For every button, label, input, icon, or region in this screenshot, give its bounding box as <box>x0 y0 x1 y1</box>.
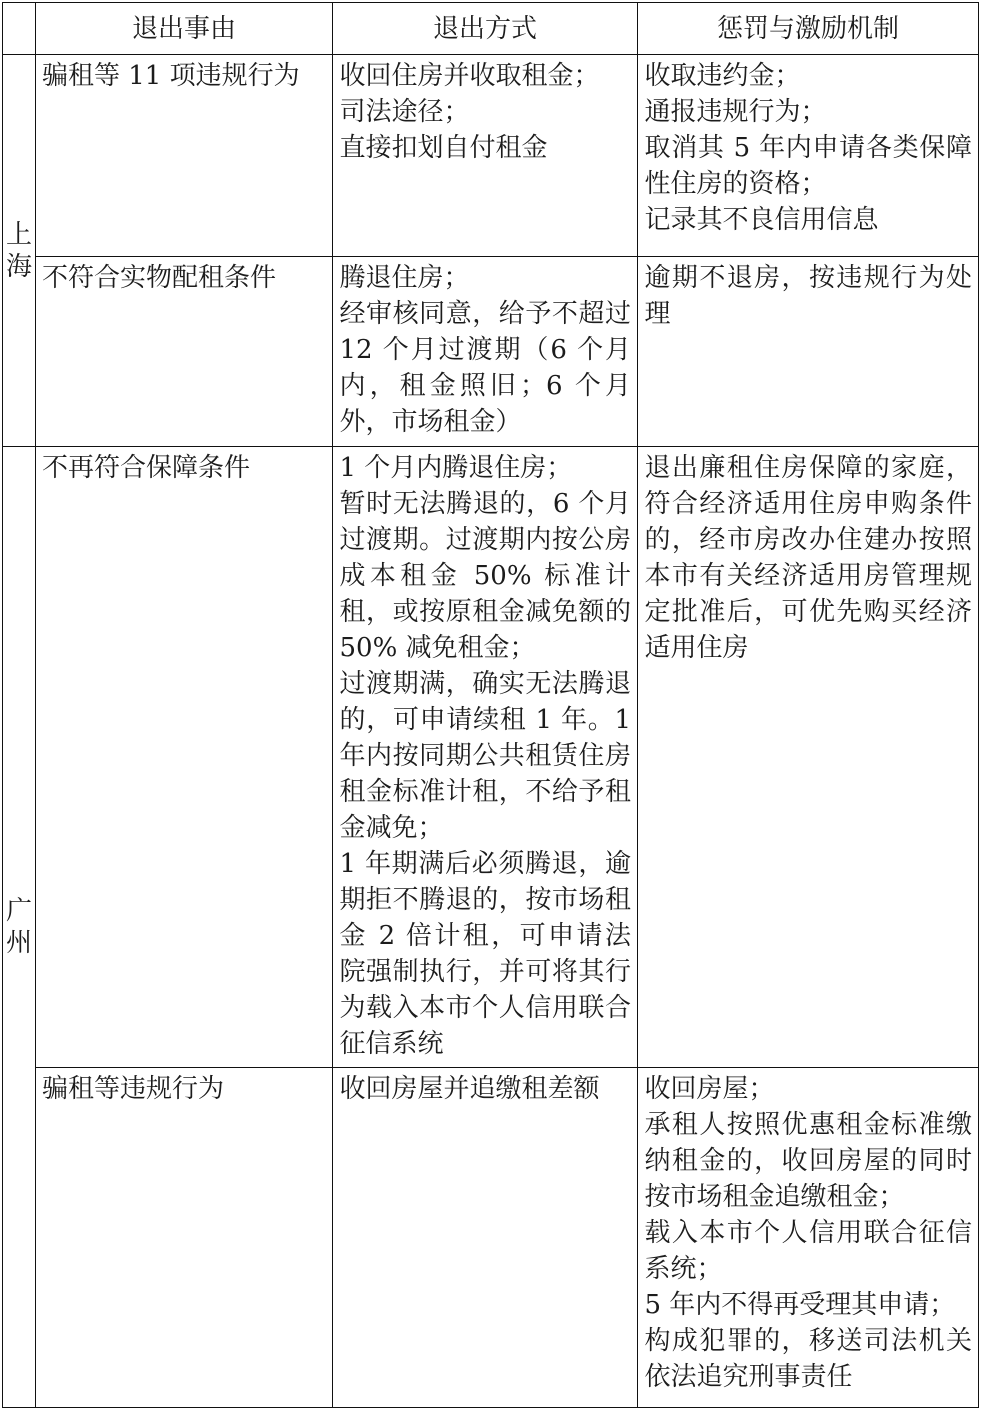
measure-item: 载入本市个人信用联合征信系统； <box>644 1218 972 1284</box>
method-item: 收回住房并收取租金； <box>339 61 600 91</box>
method-item: 收回房屋并追缴租差额 <box>339 1074 600 1104</box>
shanghai-row-1-method <box>333 55 638 257</box>
measure-item: 构成犯罪的，移送司法机关依法追究刑事责任 <box>644 1326 972 1392</box>
guangzhou-row-1-method <box>333 447 638 1068</box>
header-corner-cell <box>3 3 36 55</box>
shanghai-row-2-measures <box>638 257 979 447</box>
header-penalty-incentive <box>638 3 979 55</box>
guangzhou-row-2-reason <box>36 1068 333 1408</box>
method-item: 过渡期满，确实无法腾退的，可申请续租 1 年。1 年内按同期公共租赁住房租金标准计租，不给予租金减免； <box>339 669 631 843</box>
guangzhou-row-2-measures <box>638 1068 979 1408</box>
city-label: 广州 <box>6 896 33 958</box>
measure-item: 取消其 5 年内申请各类保障性住房的资格； <box>644 133 972 199</box>
reason-text: 骗租等违规行为 <box>42 1074 225 1104</box>
shanghai-row-2-reason <box>36 257 333 447</box>
method-item: 直接扣划自付租金 <box>339 133 548 163</box>
header-penalty-incentive-label: 惩罚与激励机制 <box>716 13 899 44</box>
measure-item: 记录其不良信用信息 <box>644 205 879 235</box>
method-item: 暂时无法腾退的，6 个月过渡期。过渡期内按公房成本租金 50% 标准计租，或按原租金减免额的 50% 减免租金； <box>339 489 631 663</box>
guangzhou-row-2-method <box>333 1068 638 1408</box>
method-item: 腾退住房； <box>339 263 470 293</box>
exit-mechanism-table <box>2 2 979 1408</box>
header-exit-method <box>333 3 638 55</box>
shanghai-row-2-method <box>333 257 638 447</box>
method-item: 1 个月内腾退住房； <box>339 453 573 483</box>
method-item: 经审核同意，给予不超过 12 个月过渡期（6 个月内，租金照旧；6 个月外，市场租金） <box>339 299 631 437</box>
city-cell-shanghai <box>3 55 36 447</box>
measure-item: 逾期不退房，按违规行为处理 <box>644 263 972 329</box>
measure-item: 5 年内不得再受理其申请； <box>644 1290 956 1320</box>
reason-text: 不再符合保障条件 <box>42 453 251 483</box>
header-exit-method-label: 退出方式 <box>432 13 537 44</box>
method-item: 1 年期满后必须腾退，逾期拒不腾退的，按市场租金 2 倍计租，可申请法院强制执行，并可将其行为载入本市个人信用联合征信系统 <box>339 849 631 1059</box>
guangzhou-row-1-measures <box>638 447 979 1068</box>
shanghai-row-1-reason <box>36 55 333 257</box>
guangzhou-row-1-reason <box>36 447 333 1068</box>
header-exit-reason <box>36 3 333 55</box>
reason-text: 不符合实物配租条件 <box>42 263 277 293</box>
header-exit-reason-label: 退出事由 <box>131 13 236 44</box>
city-cell-guangzhou <box>3 447 36 1408</box>
measure-item: 收回房屋； <box>644 1074 775 1104</box>
shanghai-row-1-measures <box>638 55 979 257</box>
method-item: 司法途径； <box>339 97 470 127</box>
measure-item: 退出廉租住房保障的家庭，符合经济适用住房申购条件的，经市房改办住建办按照本市有关经济适用房管理规定批准后，可优先购买经济适用住房 <box>644 453 972 663</box>
measure-item: 通报违规行为； <box>644 97 827 127</box>
measure-item: 收取违约金； <box>644 61 801 91</box>
reason-text: 骗租等 11 项违规行为 <box>42 61 300 91</box>
measure-item: 承租人按照优惠租金标准缴纳租金的，收回房屋的同时按市场租金追缴租金； <box>644 1110 972 1212</box>
city-label: 上海 <box>6 219 33 282</box>
